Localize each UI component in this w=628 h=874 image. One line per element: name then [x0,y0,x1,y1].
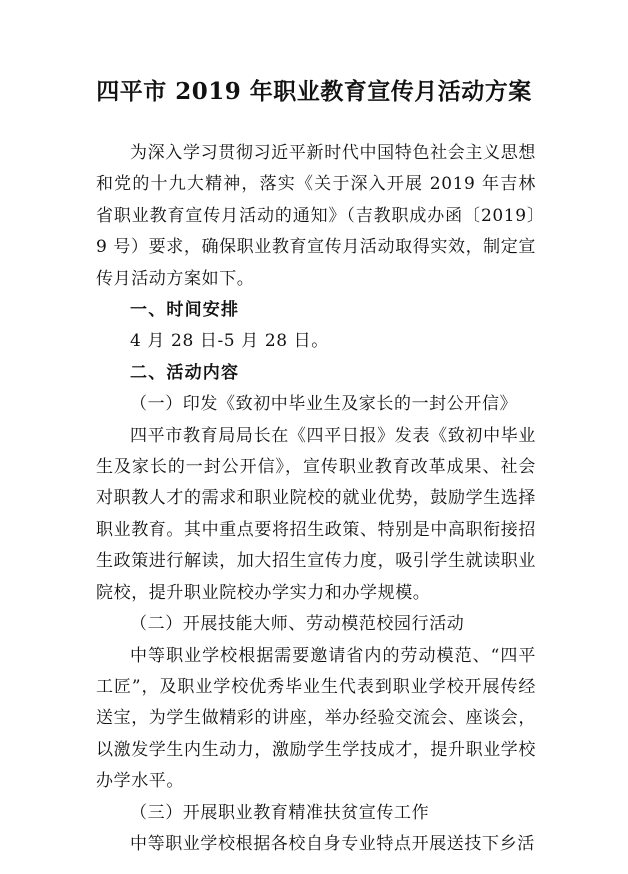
schedule-dates: 4 月 28 日-5 月 28 日。 [130,331,329,352]
activity-3-heading: （三）开展职业教育精准扶贫宣传工作 [130,802,430,823]
section-heading-schedule: 一、时间安排 [130,300,240,321]
activity-1-heading: （一）印发《致初中毕业生及家长的一封公开信》 [130,394,518,415]
activity-1-paragraph: 四平市教育局局长在《四平日报》发表《致初中毕业生及家长的一封公开信》，宣传职业教育改革成果、社会对职教人才的需求和职业院校的就业优势，鼓励学生选择职业教育。其中重点要将招生政策、特别是中高职衔接招生政策进行解读，加大招生宣传力度，吸引学生就读职业院校，提升职业院校办学实力和办学规模。 [96,425,536,603]
intro-paragraph: 为深入学习贯彻习近平新时代中国特色社会主义思想和党的十九大精神，落实《关于深入开展 2019 年吉林省职业教育宣传月活动的通知》（吉教职成办函〔2019〕9 号）要求，确保职业教育宣传月活动取得实效，制定宣传月活动方案如下。 [96,143,536,289]
section-heading-activities: 二、活动内容 [130,362,240,383]
activity-2-heading: （二）开展技能大师、劳动模范校园行活动 [130,614,465,635]
document-body [96,138,536,860]
activity-3-paragraph: 中等职业学校根据各校自身专业特点开展送技下乡活 [130,833,535,854]
activity-2-paragraph: 中等职业学校根据需要邀请省内的劳动模范、“四平工匠”，及职业学校优秀毕业生代表到职业学校开展传经送宝，为学生做精彩的讲座，举办经验交流会、座谈会，以激发学生内生动力，激励学生学技成才，提升职业学校办学水平。 [96,645,536,792]
document-title: 四平市 2019 年职业教育宣传月活动方案 [96,78,532,105]
